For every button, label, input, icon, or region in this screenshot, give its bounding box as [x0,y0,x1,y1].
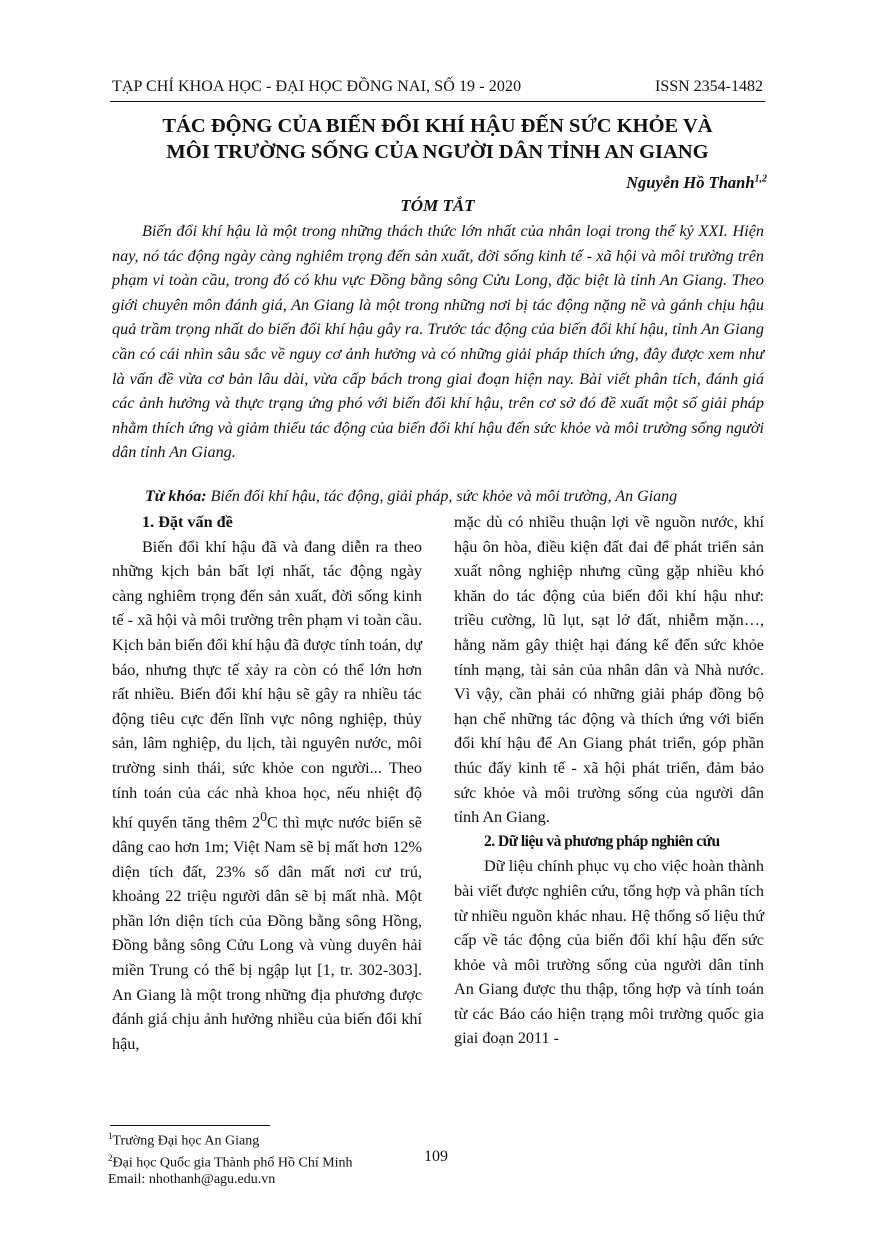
keywords [145,488,765,506]
title-line-2: MÔI TRƯỜNG SỐNG CỦA NGƯỜI DÂN TỈNH AN GIANG [166,141,709,163]
issn: ISSN 2354-1482 [654,78,763,95]
header-rule [110,101,765,102]
footnotes [108,1128,353,1188]
footnote-2-text: Đại học Quốc gia Thành phố Hồ Chí Minh [112,1155,353,1171]
page-number: 109 [424,1148,448,1165]
keywords-text: Biến đổi khí hậu, tác động, giải pháp, sức khỏe và môi trường, An Giang [206,488,678,505]
degree-superscript: 0 [260,809,267,825]
section-2-paragraph: Dữ liệu chính phục vụ cho việc hoàn thành bài viết được nghiên cứu, tổng hợp và phân tích từ nhiều nguồn khác nhau. Hệ thống số liệu thứ cấp về tác động của biến đổi khí hậu đến sức khỏe và môi trường sống của người dân tỉnh An Giang được thu thập, tổng hợp và tính toán từ các Báo cáo hiện trạng môi trường quốc gia giai đoạn 2011 - [454,857,764,1048]
section-1-text-a: Biến đổi khí hậu đã và đang diễn ra theo những kịch bản bất lợi nhất, tác động ngày càng nghiêm trọng đến sản xuất, đời sống kinh tế - xã hội và môi trường trên phạm vi toàn cầu. Kịch bản biến đổi khí hậu đã được tính toán, dự báo, nhưng thực tế xảy ra còn có thể lớn hơn rất nhiều. Biến đổi khí hậu sẽ gây ra nhiều tác động tiêu cực đến lĩnh vực nông nghiệp, thủy sản, lâm nghiệp, du lịch, tài nguyên nước, môi trường sinh thái, sức khỏe con người... Theo tính toán của các nhà khoa học, nếu nhiệt độ khí quyển tăng thêm 2 [112,537,422,832]
journal-header: TẠP CHÍ KHOA HỌC - ĐẠI HỌC ĐỒNG NAI, SỐ 19 - 2020 [112,78,522,95]
section-1-heading: 1. Đặt vấn đề [142,513,233,531]
footnote-1-text: Trường Đại học An Giang [112,1133,260,1149]
title-line-1: TÁC ĐỘNG CỦA BIẾN ĐỔI KHÍ HẬU ĐẾN SỨC KHỎE VÀ [162,115,713,137]
author-affiliation: 1,2 [754,173,767,185]
author [626,173,767,193]
abstract-text: Biến đổi khí hậu là một trong những thách thức lớn nhất của nhân loại trong thế kỷ XXI. Hiện nay, nó tác động ngày càng nghiêm trọng đến sản xuất, đời sống kinh tế - xã hội và môi trường trên phạm vi toàn cầu, trong đó có khu vực Đồng bằng sông Cửu Long, đặc biệt là tỉnh An Giang. Theo giới chuyên môn đánh giá, An Giang là một trong những nơi bị tác động nặng nề và gánh chịu hậu quả trầm trọng nhất do biến đổi khí hậu gây ra. Trước tác động của biến đổi khí hậu, tỉnh An Giang cần có cái nhìn sâu sắc về nguy cơ ảnh hưởng và có những giải pháp thích ứng, đây được xem như là vấn đề vừa cơ bản lâu dài, vừa cấp bách trong giai đoạn hiện nay. Bài viết phân tích, đánh giá các ảnh hưởng và thực trạng ứng phó với biến đổi khí hậu, trên cơ sở đó đề xuất một số giải pháp nhằm thích ứng và giảm thiểu tác động của biến đổi khí hậu đến sức khỏe và môi trường sống người dân tỉnh An Giang. [112,222,764,462]
article-title [110,113,765,165]
footnote-1 [108,1128,353,1150]
footnote-1-mark: 1 [108,1131,113,1141]
section-1-paragraph [112,535,422,1057]
column-right [454,510,764,1051]
author-name: Nguyễn Hồ Thanh [626,173,755,192]
section-2-heading: 2. Dữ liệu và phương pháp nghiên cứu [484,832,720,850]
abstract-heading: TÓM TẮT [400,196,475,215]
footnote-2-mark: 2 [108,1152,113,1163]
column-left [112,510,422,1056]
section-1-text-b: C thì mực nước biển sẽ dâng cao hơn 1m; Việt Nam sẽ bị mất hơn 12% diện tích đất, 23% số dân mất nơi cư trú, khoảng 22 triệu người dân sẽ bị mất nhà. Một phần lớn diện tích của Đồng bằng sông Hồng, Đồng bằng sông Cửu Long và vùng duyên hải miền Trung có thể bị ngập lụt [1, tr. 302-303]. An Giang là một trong những địa phương được đánh giá chịu ảnh hưởng nhiều của biến đổi khí hậu, [112,813,422,1053]
section-1-continued: mặc dù có nhiều thuận lợi về nguồn nước, khí hậu ôn hòa, điều kiện đất đai để phát triển sản xuất nông nghiệp nhưng cũng gặp nhiều khó khăn do tác động của biến đổi khí hậu như: triều cường, lũ lụt, sạt lở đất, nhiễm mặn…, hằng năm gây thiệt hại đáng kể đến sức khỏe tính mạng, tài sản của nhân dân và Nhà nước. Vì vậy, cần phải có những giải pháp đồng bộ hạn chế những tác động và thích ứng với biến đổi khí hậu để An Giang phát triển, góp phần thúc đẩy kinh tế - xã hội phát triển, đảm bảo sức khỏe và môi trường sống của người dân tỉnh An Giang. [454,513,764,827]
author-email: Email: nhothanh@agu.edu.vn [108,1172,276,1188]
footnote-2 [108,1150,353,1172]
footnote-rule [110,1125,270,1126]
keywords-label: Từ khóa: [145,488,207,505]
